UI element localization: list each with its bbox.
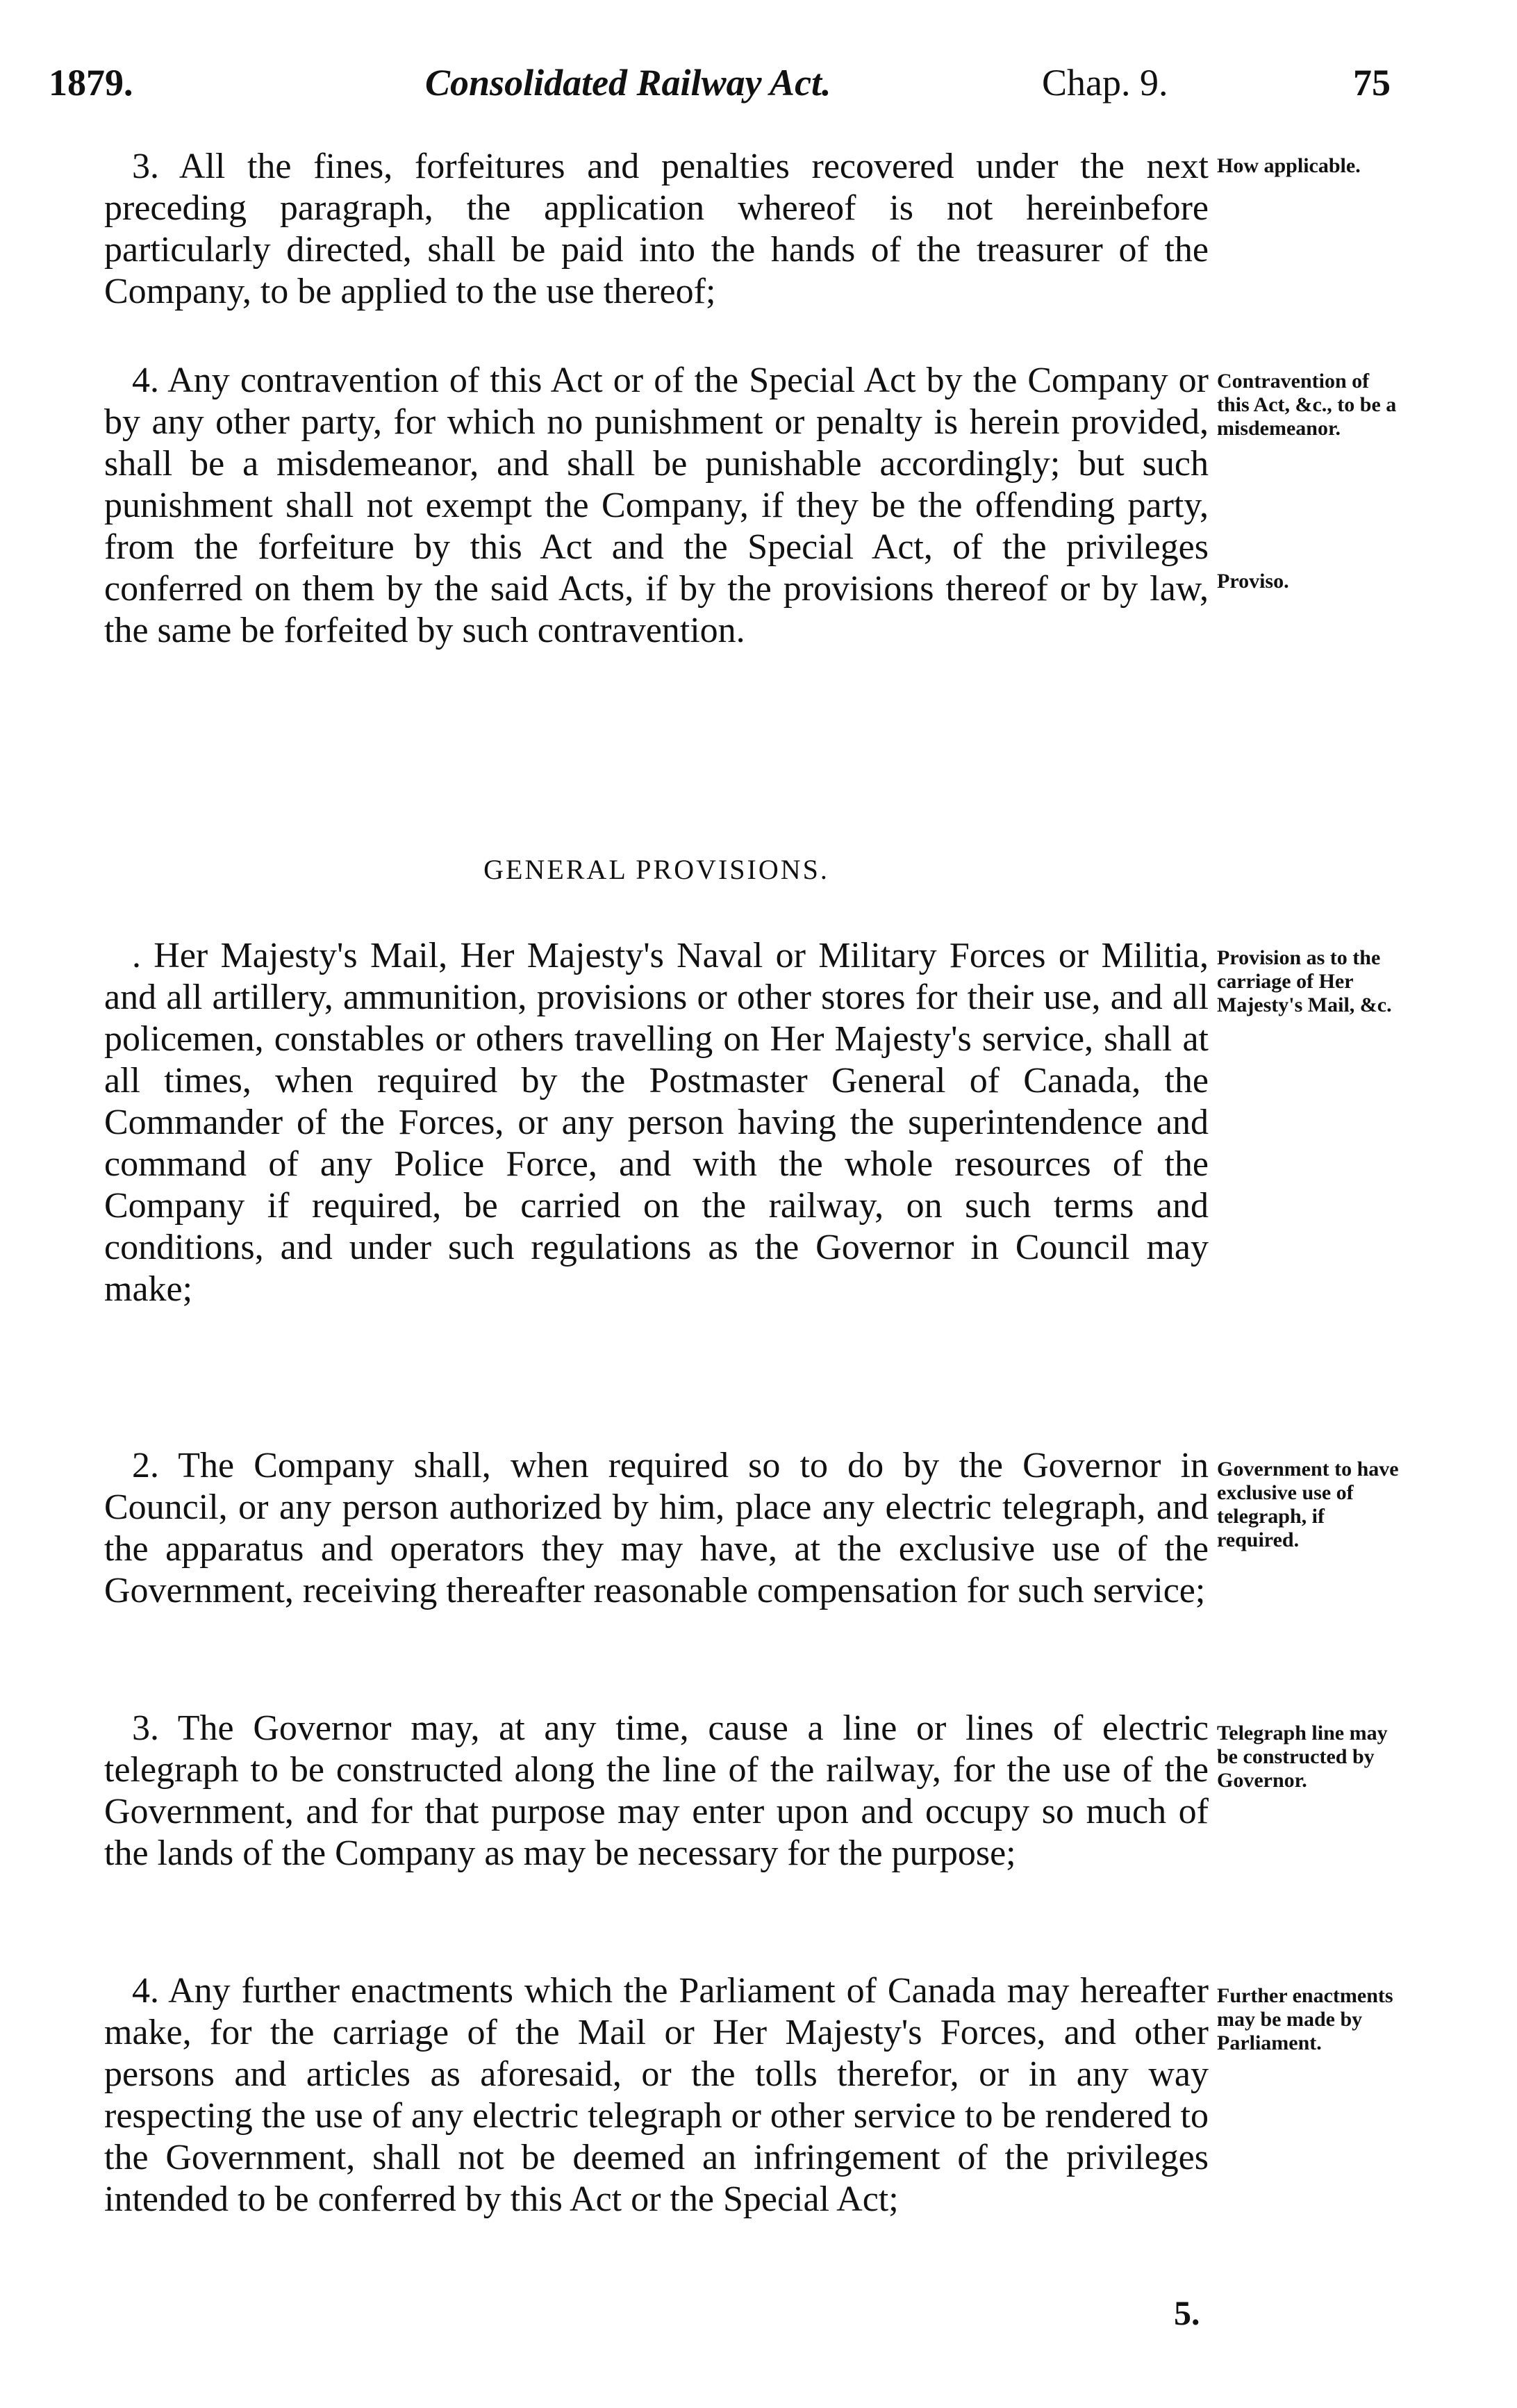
running-header (49, 61, 1403, 131)
margin-note-telegraph-construction: Telegraph line may be constructed by Governor. (1217, 1722, 1388, 1792)
margin-note-contravention: Contravention of this Act, &c., to be a misdemeanor. (1217, 370, 1397, 440)
header-year: 1879. (49, 62, 133, 104)
section-heading-general-provisions: GENERAL PROVISIONS. (483, 854, 829, 885)
paragraph-fines: 3. All the fines, forfeitures and penalties recovered under the next preceding paragraph, the application whereof is not hereinbefore particularly directed, shall be paid into the hands of the treasurer of the Company, to be applied to the use thereof; (104, 147, 1209, 311)
margin-note-further-enactments: Further enactments may be made by Parliament. (1217, 1984, 1393, 2054)
margin-note-proviso: Proviso. (1217, 570, 1289, 593)
header-page-number: 75 (1353, 62, 1391, 104)
margin-note-how-applicable: How applicable. (1217, 154, 1361, 177)
header-title: Consolidated Railway Act. (425, 62, 831, 104)
paragraph-further-enactments: 4. Any further enactments which the Parliament of Canada may hereafter make, for the carriage of the Mail or Her Majesty's Forces, and other persons and articles as aforesaid, or the tolls therefor, or in any way respecting the use of any electric telegraph or other service to be rendered to the Government, shall not be deemed an infringement of the privileges intended to be conferred by this Act or the Special Act; (104, 1971, 1209, 2219)
catchword: 5. (1174, 2293, 1200, 2332)
paragraph-telegraph-construction: 3. The Governor may, at any time, cause a line or lines of electric telegraph to be constructed along the line of the railway, for the use of the Government, and for that purpose may enter upon and occupy so much of the lands of the Company as may be necessary for the purpose; (104, 1708, 1209, 1873)
margin-note-mail-carriage: Provision as to the carriage of Her Majesty's Mail, &c. (1217, 946, 1392, 1016)
margin-note-telegraph-use: Government to have exclusive use of telegraph, if required. (1217, 1458, 1399, 1551)
paragraph-contravention: 4. Any contravention of this Act or of the Special Act by the Company or by any other party, for which no punishment or penalty is herein provided, shall be a misdemeanor, and shall be punishable accordingly; but such punishment shall not exempt the Company, if they be the offending party, from the forfeiture by this Act and the Special Act, of the privileges conferred on them by the said Acts, if by the provisions thereof or by law, the same be forfeited by such contravention. (104, 361, 1209, 650)
header-chapter: Chap. 9. (1042, 62, 1168, 104)
paragraph-mail-carriage: . Her Majesty's Mail, Her Majesty's Naval or Military Forces or Militia, and all artillery, ammunition, provisions or other stores for their use, and all policemen, constables or others travelling on Her Majesty's service, shall at all times, when required by the Postmaster General of Canada, the Commander of the Forces, or any person having the superintendence and command of any Police Force, and with the whole resources of the Company if required, be carried on the railway, on such terms and conditions, and under such regulations as the Governor in Council may make; (104, 936, 1209, 1309)
paragraph-telegraph-use: 2. The Company shall, when required so to do by the Governor in Council, or any person authorized by him, place any electric telegraph, and the apparatus and operators they may have, at the exclusive use of the Government, receiving thereafter reasonable compensation for such service; (104, 1446, 1209, 1610)
